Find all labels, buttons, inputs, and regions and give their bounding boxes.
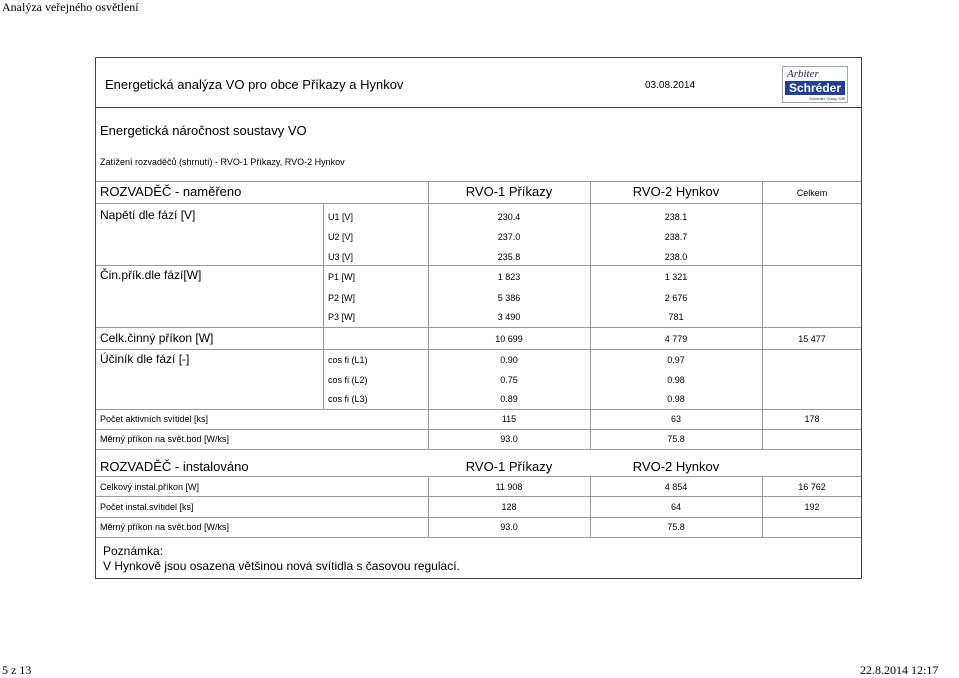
- u3-label: U3 [V]: [328, 252, 354, 262]
- total-power-label: Celk.činný příkon [W]: [100, 331, 214, 345]
- installed-power-sum: 16 762: [798, 482, 826, 492]
- installed-power-rvo1: 11 908: [495, 482, 523, 492]
- u2-rvo1: 237.0: [497, 232, 521, 242]
- installed-count-sum: 192: [804, 502, 820, 512]
- header-divider: [96, 107, 861, 108]
- total-sum: 15 477: [798, 334, 826, 344]
- pf1-rvo1: 0.90: [500, 355, 518, 365]
- grid-line: [96, 181, 861, 182]
- pf2-rvo2: 0.98: [667, 375, 685, 385]
- note-label: Poznámka:: [103, 544, 164, 558]
- note-text: V Hynkově jsou osazena většinou nová svítidla s časovou regulací.: [103, 559, 460, 573]
- grid-line: [96, 409, 861, 410]
- pf3-rvo2: 0.98: [667, 394, 685, 404]
- grid-line: [96, 265, 861, 266]
- power-factor-label: Účiník dle fází [-]: [100, 352, 190, 366]
- grid-line: [96, 476, 861, 477]
- col-rvo1: RVO-1 Příkazy: [465, 184, 553, 199]
- p1-rvo2: 1 321: [664, 272, 688, 282]
- report-title: Energetická analýza VO pro obce Příkazy a Hynkov: [105, 77, 404, 92]
- luminaires-rvo1: 115: [501, 414, 517, 424]
- p2-rvo1: 5 386: [497, 293, 521, 303]
- pf2-rvo1: 0.75: [500, 375, 518, 385]
- p1-label: P1 [W]: [328, 272, 356, 282]
- total-rvo1: 10 699: [495, 334, 523, 344]
- voltage-label: Napětí dle fází [V]: [100, 208, 196, 222]
- page-counter: 5 z 13: [2, 663, 32, 677]
- specific-rvo2: 75.8: [667, 434, 685, 444]
- window-title: Analýza veřejného osvětlení: [2, 0, 139, 14]
- luminaires-rvo2: 63: [670, 414, 681, 424]
- section-title: Energetická náročnost soustavy VO: [100, 123, 307, 138]
- u1-rvo2: 238.1: [664, 212, 688, 222]
- logo-brand: Schréder: [785, 81, 845, 95]
- installed-power-label: Celkový instal.příkon [W]: [100, 482, 200, 492]
- installed-power-rvo2: 4 854: [664, 482, 688, 492]
- report-date: 03.08.2014: [645, 80, 696, 91]
- pf2-label: cos fi (L2): [328, 375, 368, 385]
- measured-heading: ROZVADĚČ - naměřeno: [100, 184, 242, 199]
- luminaires-sum: 178: [804, 414, 820, 424]
- power-label: Čin.přík.dle fází[W]: [100, 268, 202, 282]
- p1-rvo1: 1 823: [497, 272, 521, 282]
- logo-script: Arbiter: [787, 68, 819, 80]
- grid-line: [96, 517, 861, 518]
- grid-line: [96, 429, 861, 430]
- specific-label: Měrný příkon na svět.bod [W/ks]: [100, 434, 230, 444]
- p3-label: P3 [W]: [328, 312, 356, 322]
- installed-count-label: Počet instal.svítidel [ks]: [100, 502, 194, 512]
- total-rvo2: 4 779: [664, 334, 688, 344]
- grid-line: [96, 327, 861, 328]
- u2-rvo2: 238.7: [664, 232, 688, 242]
- installed-heading: ROZVADĚČ - instalováno: [100, 459, 249, 474]
- u1-rvo1: 230.4: [497, 212, 521, 222]
- p3-rvo2: 781: [668, 312, 684, 322]
- u3-rvo2: 238.0: [664, 252, 688, 262]
- pf1-rvo2: 0.97: [667, 355, 685, 365]
- col-rvo2: RVO-2 Hynkov: [632, 184, 720, 199]
- p3-rvo1: 3 490: [497, 312, 521, 322]
- p2-rvo2: 2 676: [664, 293, 688, 303]
- u1-label: U1 [V]: [328, 212, 354, 222]
- grid-line: [323, 203, 324, 409]
- logo-subtext: Schréder Group GIE: [809, 96, 846, 101]
- grid-line: [762, 181, 763, 449]
- installed-col-rvo2: RVO-2 Hynkov: [632, 459, 720, 474]
- grid-line: [96, 449, 861, 450]
- u3-rvo1: 235.8: [497, 252, 521, 262]
- installed-count-rvo2: 64: [670, 502, 681, 512]
- schreder-logo: [782, 66, 848, 103]
- grid-line: [96, 537, 861, 538]
- installed-specific-rvo2: 75.8: [667, 522, 685, 532]
- pf3-rvo1: 0.89: [500, 394, 518, 404]
- grid-line: [96, 496, 861, 497]
- grid-line: [96, 203, 861, 204]
- installed-specific-rvo1: 93.0: [500, 522, 518, 532]
- installed-count-rvo1: 128: [501, 502, 517, 512]
- u2-label: U2 [V]: [328, 232, 354, 242]
- pf1-label: cos fi (L1): [328, 355, 368, 365]
- section-subtitle: Zatížení rozvaděčů (shrnutí) - RVO-1 Příkazy, RVO-2 Hynkov: [100, 157, 345, 167]
- pf3-label: cos fi (L3): [328, 394, 368, 404]
- col-total: Celkem: [796, 188, 828, 198]
- print-timestamp: 22.8.2014 12:17: [860, 663, 939, 677]
- luminaires-label: Počet aktivních svítidel [ks]: [100, 414, 209, 424]
- installed-col-rvo1: RVO-1 Příkazy: [465, 459, 553, 474]
- p2-label: P2 [W]: [328, 293, 356, 303]
- installed-specific-label: Měrný příkon na svět.bod [W/ks]: [100, 522, 230, 532]
- specific-rvo1: 93.0: [500, 434, 518, 444]
- grid-line: [96, 349, 861, 350]
